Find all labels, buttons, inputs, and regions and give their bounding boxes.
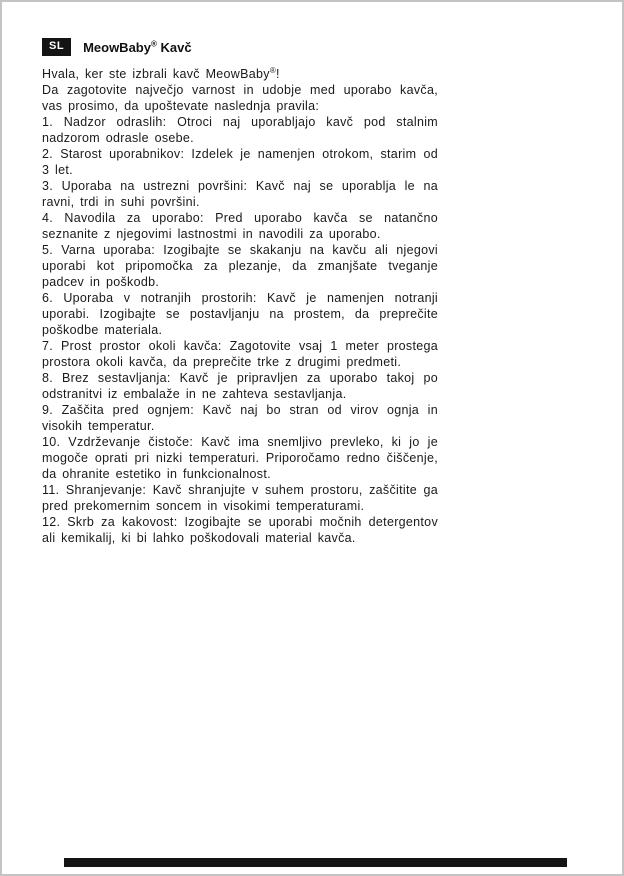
registered-trademark-icon: ® (150, 39, 157, 49)
intro-text: Hvala, ker ste izbrali kavč MeowBaby (42, 67, 270, 81)
rule-12: 12. Skrb za kakovost: Izogibajte se uporabi močnih detergentov ali kemikalij, ki bi lahko poškodovali material kavča. (42, 515, 438, 545)
rule-11: 11. Shranjevanje: Kavč shranjujte v suhem prostoru, zaščitite ga pred prekomernim soncem in visokimi temperaturami. (42, 483, 438, 513)
rule-9: 9. Zaščita pred ognjem: Kavč naj bo stran od virov ognja in visokih temperatur. (42, 403, 438, 433)
language-badge: SL (42, 38, 71, 56)
page-title (83, 40, 192, 55)
doc-body (42, 66, 438, 546)
rule-5: 5. Varna uporaba: Izogibajte se skakanju na kavču ali njegovi uporabi kot pripomočka za plezanje, da zmanjšate tveganje padcev in poškodb. (42, 243, 438, 289)
footer-bar (64, 858, 567, 867)
rule-2: 2. Starost uporabnikov: Izdelek je namenjen otrokom, starim od 3 let. (42, 147, 438, 177)
rule-6: 6. Uporaba v notranjih prostorih: Kavč je namenjen notranji uporabi. Izogibajte se postavljanju na prostem, da preprečite poškodbe materiala. (42, 291, 438, 337)
rule-4: 4. Navodila za uporabo: Pred uporabo kavča se natančno seznanite z njegovimi lastnostmi in navodili za uporabo. (42, 211, 438, 241)
rule-10: 10. Vzdrževanje čistoče: Kavč ima snemljivo prevleko, ki jo je mogoče oprati pri nizki temperaturi. Priporočamo redno čiščenje, da ohranite estetiko in funkcionalnost. (42, 435, 438, 481)
page-title-suffix: Kavč (156, 39, 192, 55)
intro-text-end: ! (276, 67, 280, 81)
intro-paragraph: Da zagotovite največjo varnost in udobje med uporabo kavča, vas prosimo, da upoštevate naslednja pravila: (42, 83, 438, 113)
intro-line (42, 66, 438, 82)
rule-7: 7. Prost prostor okoli kavča: Zagotovite vsaj 1 meter prostega prostora okoli kavča, da preprečite trke z drugimi predmeti. (42, 339, 438, 369)
doc-header (42, 38, 192, 56)
rule-3: 3. Uporaba na ustrezni površini: Kavč naj se uporablja le na ravni, trdi in suhi površini. (42, 179, 438, 209)
registered-trademark-icon: ® (269, 65, 277, 75)
rule-1: 1. Nadzor odraslih: Otroci naj uporabljajo kavč pod stalnim nadzorom odrasle osebe. (42, 115, 438, 145)
page-title-text: MeowBaby (83, 39, 151, 55)
rule-8: 8. Brez sestavljanja: Kavč je pripravljen za uporabo takoj po odstranitvi iz embalaže in ne zahteva sestavljanja. (42, 371, 438, 401)
